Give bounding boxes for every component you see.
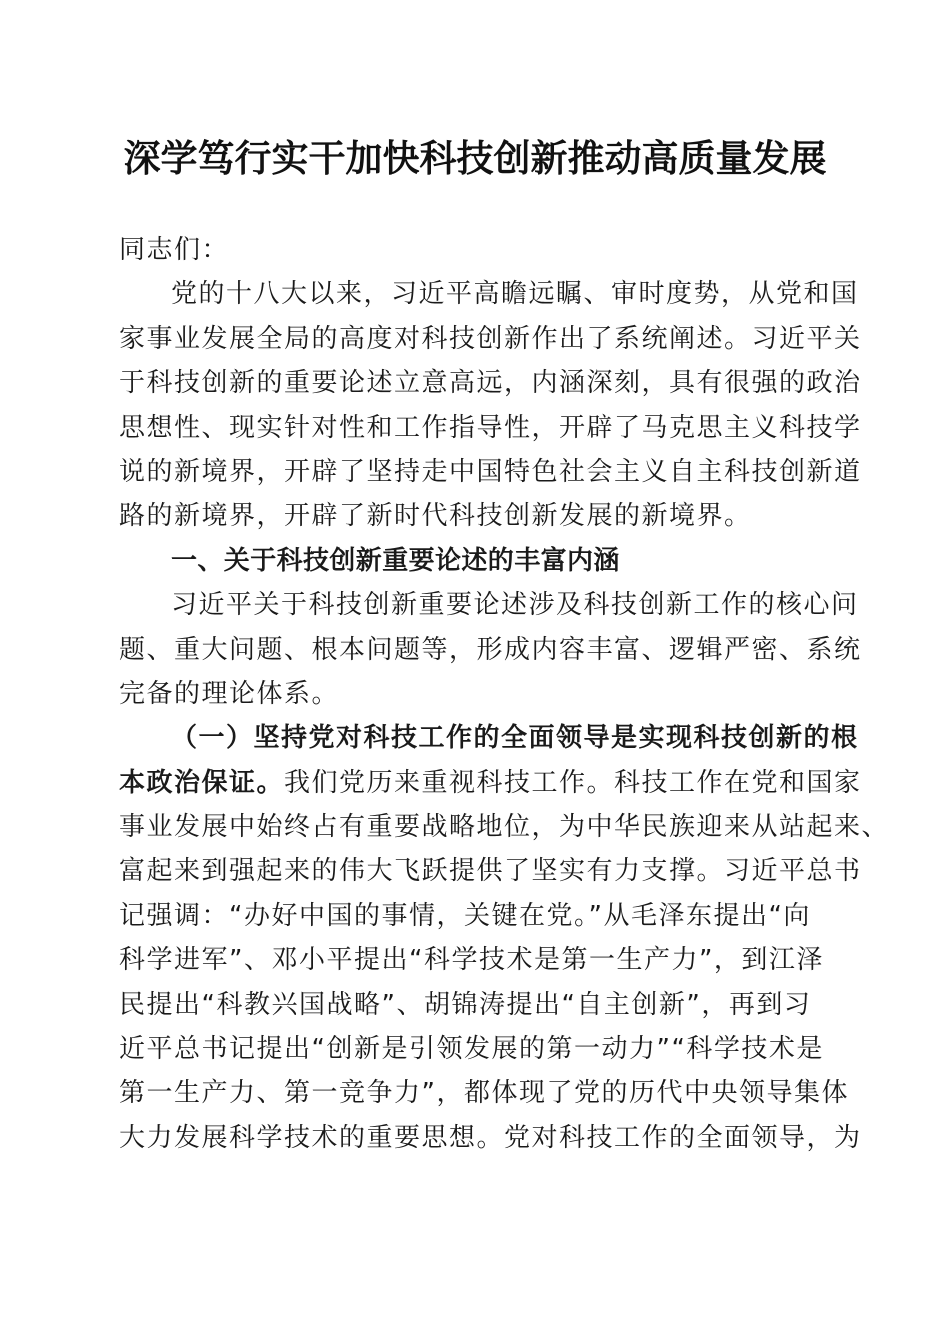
salutation: 同志们： (119, 235, 230, 265)
paragraph-3-line-4: 富起来到强起来的伟大飞跃提供了坚实有力支撑。习近平总书 (119, 856, 862, 887)
paragraph-3-line-2 (119, 761, 862, 805)
paragraph-3-line-10: 大力发展科学技术的重要思想。党对科技工作的全面领导，为 (119, 1122, 862, 1153)
paragraph-1-line-6: 路的新境界，开辟了新时代科技创新发展的新境界。 (119, 501, 752, 532)
paragraph-3-line-5: 记强调：“办好中国的事情，关键在党。”从毛泽东提出“向 (119, 900, 811, 931)
paragraph-1-line-1: 党的十八大以来，习近平高瞻远瞩、审时度势，从党和国 (171, 279, 859, 310)
paragraph-3-line-9: 第一生产力、第一竞争力”，都体现了党的历代中央领导集体 (119, 1078, 849, 1109)
paragraph-3-line-6: 科学进军”、邓小平提出“科学技术是第一生产力”，到江泽 (119, 945, 824, 976)
paragraph-3-line-3: 事业发展中始终占有重要战略地位，为中华民族迎来从站起来、 (119, 812, 890, 843)
paragraph-3-line-8: 近平总书记提出“创新是引领发展的第一动力”“科学技术是 (119, 1034, 824, 1065)
paragraph-3-line-7: 民提出“科教兴国战略”、胡锦涛提出“自主创新”，再到习 (119, 989, 812, 1020)
paragraph-1-line-4: 思想性、现实针对性和工作指导性，开辟了马克思主义科技学 (119, 412, 862, 443)
paragraph-3-lead-line-2: 本政治保证。 (119, 767, 285, 798)
document-title: 深学笃行实干加快科技创新推动高质量发展 (123, 136, 827, 180)
section-heading-1: 一、关于科技创新重要论述的丰富内涵 (171, 545, 620, 576)
paragraph-3-lead-line-1: （一）坚持党对科技工作的全面领导是实现科技创新的根 (171, 723, 859, 754)
paragraph-1-line-3: 于科技创新的重要论述立意高远，内涵深刻，具有很强的政治 (119, 368, 862, 399)
paragraph-2-line-1: 习近平关于科技创新重要论述涉及科技创新工作的核心问 (171, 590, 859, 621)
paragraph-3-line-2-rest: 我们党历来重视科技工作。科技工作在党和国家 (284, 767, 862, 798)
paragraph-2-line-3: 完备的理论体系。 (119, 678, 340, 709)
paragraph-1-line-2: 家事业发展全局的高度对科技创新作出了系统阐述。习近平关 (119, 323, 862, 354)
document-body (119, 228, 890, 1160)
paragraph-2-line-2: 题、重大问题、根本问题等，形成内容丰富、逻辑严密、系统 (119, 634, 862, 665)
paragraph-1-line-5: 说的新境界，开辟了坚持走中国特色社会主义自主科技创新道 (119, 456, 862, 487)
